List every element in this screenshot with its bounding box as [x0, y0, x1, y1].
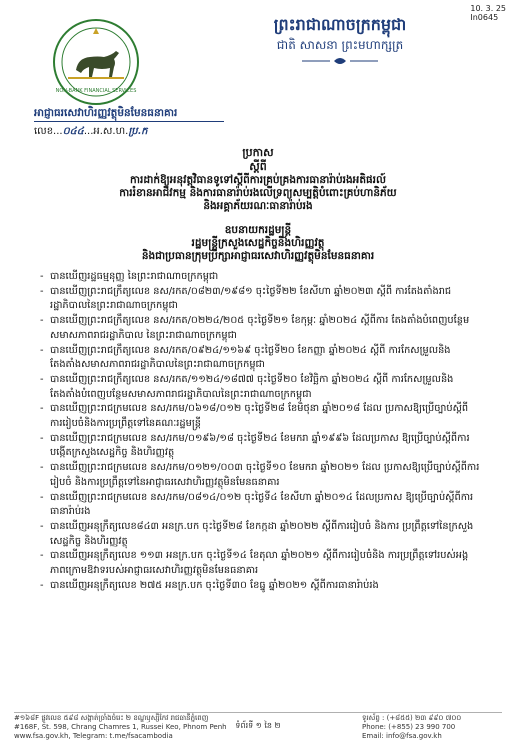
ref-prefix: លេខ... [34, 126, 63, 137]
address-kh: #១៦៨F ផ្លូវលេខ ៥៩៨ សង្កាត់ច្រាំងចំរេះ ២ ខណ្ឌឫស្សីកែវ រាជធានីភ្នំពេញ [14, 714, 209, 722]
list-item: - បានឃើញព្រះរាជក្រមលេខ នស/រកម/០១៩៦/១៨ ចុះថ្ងៃទី២៤ ខែមករា ឆ្នាំ១៩៩៦ ដែលប្រកាស ឱ្យប្រើច្បាប់ស្ដីពីការបង្កើតក្រសួងសេដ្ឋកិច្ច និងហិរញ្ញវត្ថុ [40, 432, 470, 459]
list-item: - បានឃើញព្រះរាជក្រឹត្យលេខ នស/រកត/០២២៤/២០៥ ចុះថ្ងៃទី២១ ខែកុម្ភៈ ឆ្នាំ២០២៤ ស្ដីពីការ តែងតាំងបំពេញបន្ថែមសមាសភាពរាជរដ្ឋាភិបាល នៃព្រះរាជាណាចក្រកម្ពុជា [40, 315, 470, 341]
page-number: ទំព័រទី ១ នៃ ២ [235, 721, 281, 730]
list-item: - បានឃើញព្រះរាជក្រឹត្យលេខ នស/រកត/០៩២៤/១១៦៩ ចុះថ្ងៃទី២០ ខែកញ្ញា ឆ្នាំ២០២៤ ស្ដីពី ការកែសម្រួលនិងតែងតាំងសមាសភាពរាជរដ្ឋាភិបាលនៃព្រះរាជាណាចក្រកម្ពុជា [40, 344, 451, 371]
list-item: - បានឃើញព្រះរាជក្រមលេខ នស/រកម/០៨១៤/០១២ ចុះថ្ងៃទី៤ ខែសីហា ឆ្នាំ២០១៤ ដែលប្រកាស ឱ្យប្រើច្បាប់ស្ដីពីការធានារ៉ាប់រង [40, 491, 474, 518]
title-line-1: ការដាក់ឱ្យអនុវត្តវិធានទូទៅស្ដីពីការគ្រប់គ្រងការធានារ៉ាប់រងអតិផរល៍ [130, 174, 386, 186]
national-motto: ជាតិ សាសនា ព្រះមហាក្សត្រ [276, 38, 404, 52]
agency-underline [34, 121, 224, 122]
list-item: - បានឃើញព្រះរាជក្រឹត្យលេខ នស/រកត/១១២៤/១៨៧៧ ចុះថ្ងៃទី២០ ខែវិច្ឆិកា ឆ្នាំ២០២៤ ស្ដីពី ការកែសម្រួលនិងតែងតាំងបំពេញបន្ថែមសមាសភាពរាជរដ្ឋាភិបាលនៃព្រះរាជាណាចក្រកម្ពុជា [40, 373, 454, 400]
footer-divider [14, 712, 502, 713]
phone-en: Phone: (+855) 23 990 700 [362, 723, 456, 731]
list-item: - បានឃើញព្រះរាជក្រមលេខ នស/រកម/០៦១៨/០១២ ចុះថ្ងៃទី២៨ ខែមិថុនា ឆ្នាំ២០១៨ ដែល ប្រកាសឱ្យប្រើច្បាប់ស្ដីពីការរៀបចំនិងការប្រព្រឹត្តទៅនៃគណៈរដ្ឋមន្ត្រី [40, 403, 469, 430]
list-item: - បានឃើញអនុក្រឹត្យលេខ ១១៣ អនក្រ.បក ចុះថ្ងៃទី១៤ ខែតុលា ឆ្នាំ២០២១ ស្ដីពីការរៀបចំនិង ការប្រព្រឹត្តទៅរបស់អង្គភាពក្រោមឱវាទរបស់អាជ្ញាធរសេវាហិរញ្ញវត្ថុមិនមែនធនាគារ [40, 550, 469, 577]
signer-line-2: រដ្ឋមន្ត្រីក្រសួងសេដ្ឋកិច្ចនិងហិរញ្ញវត្ថុ [191, 237, 325, 249]
ref-number: ០៤៤ [62, 126, 84, 137]
list-item: - បានឃើញព្រះរាជក្រឹត្យលេខ នស/រកត/០៨២៣/១៩៨១ ចុះថ្ងៃទី២២ ខែសីហា ឆ្នាំ២០២៣ ស្ដីពី ការតែងតាំងរាជរដ្ឋាភិបាលនៃព្រះរាជាណាចក្រកម្ពុជា [40, 285, 452, 312]
kingdom-title: ព្រះរាជាណាចក្រកម្ពុជា [273, 15, 407, 34]
title-line-3: និងអគ្គាភ័យរណៈធានារ៉ាប់រង [203, 200, 313, 212]
signer-line-1: ឧបនាយករដ្ឋមន្ត្រី [224, 224, 292, 236]
ref-suffix: ...អ.ស.ហ. [83, 126, 129, 137]
agency-name: អាជ្ញាធរសេវាហិរញ្ញវត្ថុមិនមែនធនាគារ [34, 107, 178, 119]
list-item: - បានឃើញអនុក្រឹត្យលេខ ២៧៥ អនក្រ.បក ចុះថ្ងៃទី៣០ ខែធ្នូ ឆ្នាំ២០២១ ស្ដីពីការធានារ៉ាប់រង [40, 579, 379, 591]
address-en: #168F, St. 598, Chrang Chamres 1, Russei Keo, Phnom Penh [14, 723, 227, 731]
list-item: - បានឃើញអនុក្រឹត្យលេខ៨៤៣ អនក្រ.បក ចុះថ្ងៃទី២៨ ខែកក្កដា ឆ្នាំ២០២២ ស្ដីពីការរៀបចំ និងការ ប្រព្រឹត្តទៅនៃក្រសួងសេដ្ឋកិច្ច និងហិរញ្ញវត្ថុ [40, 520, 474, 547]
handwritten-code: In0645 [470, 13, 499, 22]
list-item: - បានឃើញព្រះរាជក្រមលេខ នស/រកម/០១២១/០០៣ ចុះថ្ងៃទី១០ ខែមករា ឆ្នាំ២០២១ ដែល ប្រកាសឱ្យប្រើច្បាប់ស្ដីពីការរៀបចំ និងការប្រព្រឹត្តទៅនៃអាជ្ញាធរសេវាហិរញ្ញវត្ថុមិនមែនធនាគារ [40, 462, 480, 488]
list-item: - បានឃើញរដ្ឋធម្មនុញ្ញ នៃព្រះរាជាណាចក្រកម្ពុជា [40, 271, 219, 282]
signer-line-3: និងជាប្រធានក្រុមប្រឹក្សាអាជ្ញាធរសេវាហិរញ្ញវត្ថុមិនមែនធនាគារ [141, 250, 375, 262]
fsa-logo [52, 18, 140, 106]
kingdom-heading [190, 14, 490, 66]
title-line-2: ការរំខានអាជីវកម្ម និងការធានារ៉ាប់រងលើទ្រព្យសម្បត្តិបំពោះគ្រប់ហានិភ័យ [119, 187, 397, 199]
doc-type: ប្រកាស [242, 146, 274, 159]
signer-block [40, 224, 476, 263]
reference-number [34, 124, 147, 140]
ref-code: ប្រ.ក [128, 126, 148, 137]
ornament-divider [300, 56, 380, 66]
website-link[interactable]: www.fsa.gov.kh, Telegram: t.me/fsacambodia [14, 732, 173, 740]
svg-text:NON-BANK FINANCIAL SERVICES: NON-BANK FINANCIAL SERVICES [55, 88, 137, 94]
phone-kh: ទូរស័ព្ទ : (+៨៥៥) ២៣ ៩៩០ ៧០០ [362, 714, 462, 722]
doc-about: ស្ដីពី [249, 160, 267, 173]
handwritten-date: 10. 3. 25 [470, 4, 506, 13]
email-link[interactable]: Email: info@fsa.gov.kh [362, 732, 442, 740]
document-title [40, 146, 476, 213]
considerations-list [40, 270, 480, 593]
